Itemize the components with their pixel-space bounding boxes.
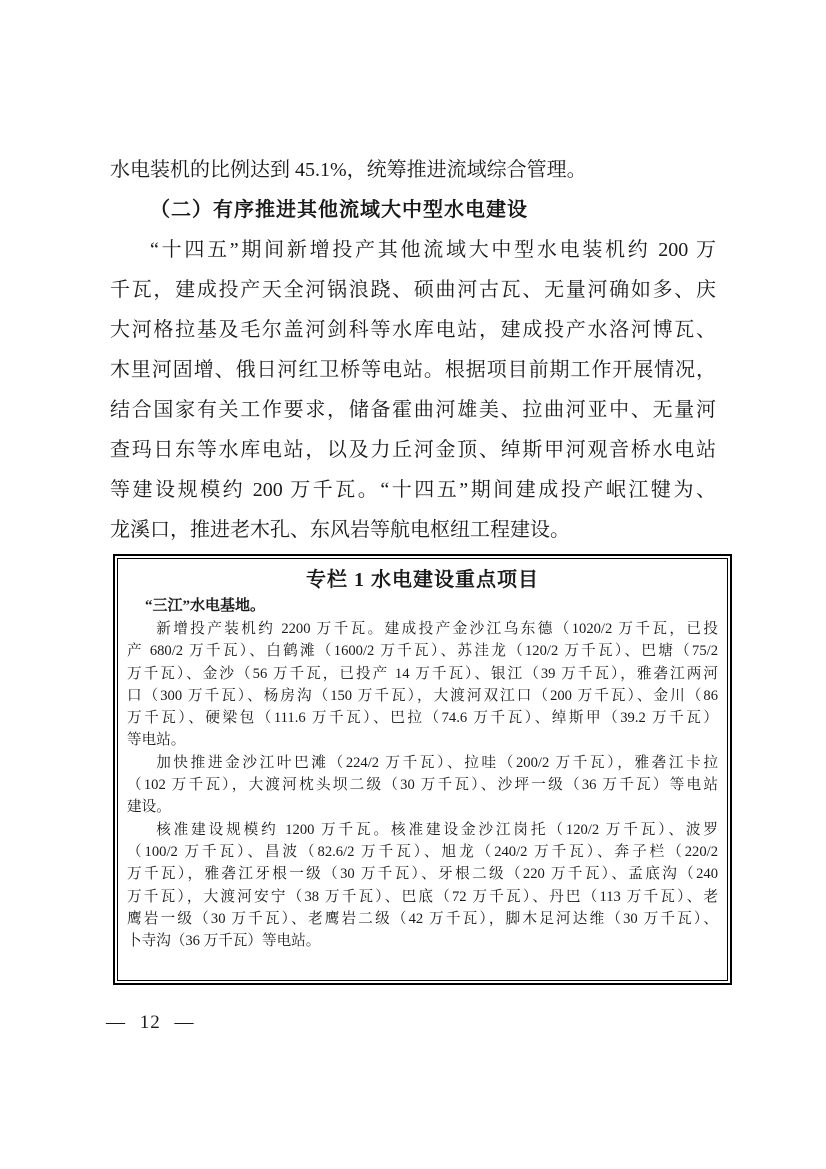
text-line: （100/2 万千瓦）、昌波（82.6/2 万千瓦）、旭龙（240/2 万千瓦）、奔子栏（220/2	[127, 843, 718, 860]
text-line: “十四五”期间新增投产其他流域大中型水电装机约 200 万	[150, 239, 716, 261]
box-paragraph	[127, 752, 718, 819]
text-line: （102 万千瓦），大渡河枕头坝二级（30 万千瓦）、沙坪一级（36 万千瓦）等电站	[127, 777, 718, 794]
text-line: 万千瓦），大渡河安宁（38 万千瓦）、巴底（72 万千瓦）、丹巴（113 万千瓦）、老	[127, 888, 718, 905]
text-line: 万千瓦）、硬梁包（111.6 万千瓦）、巴拉（74.6 万千瓦）、绰斯甲（39.2 万千瓦）	[127, 710, 718, 727]
text-line: 木里河固增、俄日河红卫桥等电站。根据项目前期工作开展情况，	[110, 359, 716, 381]
text-line: 新增投产装机约 2200 万千瓦。建成投产金沙江乌东德（1020/2 万千瓦，已投	[156, 621, 718, 637]
text-line: 查玛日东等水库电站，以及力丘河金顶、绰斯甲河观音桥水电站	[110, 439, 716, 461]
paragraph-carryover-line: 水电装机的比例达到 45.1%，统筹推进流域综合管理。	[110, 159, 587, 181]
text-line: 卜寺沟（36 万千瓦）等电站。	[127, 933, 321, 950]
text-line: 万千瓦），雅砻江牙根一级（30 万千瓦）、牙根二级（220 万千瓦）、孟底沟（240	[127, 866, 718, 883]
body-paragraph	[110, 230, 716, 550]
body-text	[110, 150, 716, 550]
box-subtitle: “三江”水电基地。	[145, 598, 266, 614]
text-line: 等电站。	[127, 732, 186, 749]
box-title: 专栏 1 水电建设重点项目	[306, 569, 539, 591]
text-line: 产 680/2 万千瓦）、白鹤滩（1600/2 万千瓦）、苏洼龙（120/2 万千瓦）、巴塘（75/2	[127, 643, 718, 660]
text-line: 加快推进金沙江叶巴滩（224/2 万千瓦）、拉哇（200/2 万千瓦），雅砻江卡拉	[156, 754, 718, 771]
text-line: 等建设规模约 200 万千瓦。“十四五”期间建成投产岷江犍为、	[110, 479, 716, 501]
section-heading: （二）有序推进其他流域大中型水电建设	[150, 199, 528, 221]
text-line: 建设。	[127, 799, 171, 816]
box-body	[127, 618, 718, 952]
highlight-box	[113, 554, 732, 985]
text-line: 结合国家有关工作要求，储备霍曲河雄美、拉曲河亚中、无量河	[110, 399, 716, 421]
text-line: 鹰岩一级（30 万千瓦）、老鹰岩二级（42 万千瓦），脚木足河达维（30 万千瓦）、	[127, 910, 718, 927]
text-line: 口（300 万千瓦）、杨房沟（150 万千瓦），大渡河双江口（200 万千瓦）、金川（86	[127, 687, 718, 704]
box-paragraph	[127, 819, 718, 953]
text-line: 千瓦，建成投产天全河锅浪跷、硕曲河古瓦、无量河确如多、庆	[110, 279, 716, 301]
text-line: 龙溪口，推进老木孔、东风岩等航电枢纽工程建设。	[110, 519, 570, 541]
box-paragraph	[127, 618, 718, 752]
text-line: 大河格拉基及毛尔盖河剑科等水库电站，建成投产水洛河博瓦、	[110, 319, 716, 341]
page-footer	[106, 1011, 195, 1035]
highlight-box-inner	[117, 558, 728, 981]
text-line: 核准建设规模约 1200 万千瓦。核准建设金沙江岗托（120/2 万千瓦）、波罗	[156, 821, 718, 838]
text-line: 万千瓦）、金沙（56 万千瓦，已投产 14 万千瓦）、银江（39 万千瓦），雅砻江两河	[127, 665, 718, 682]
page-number: — 12 —	[106, 1012, 195, 1033]
